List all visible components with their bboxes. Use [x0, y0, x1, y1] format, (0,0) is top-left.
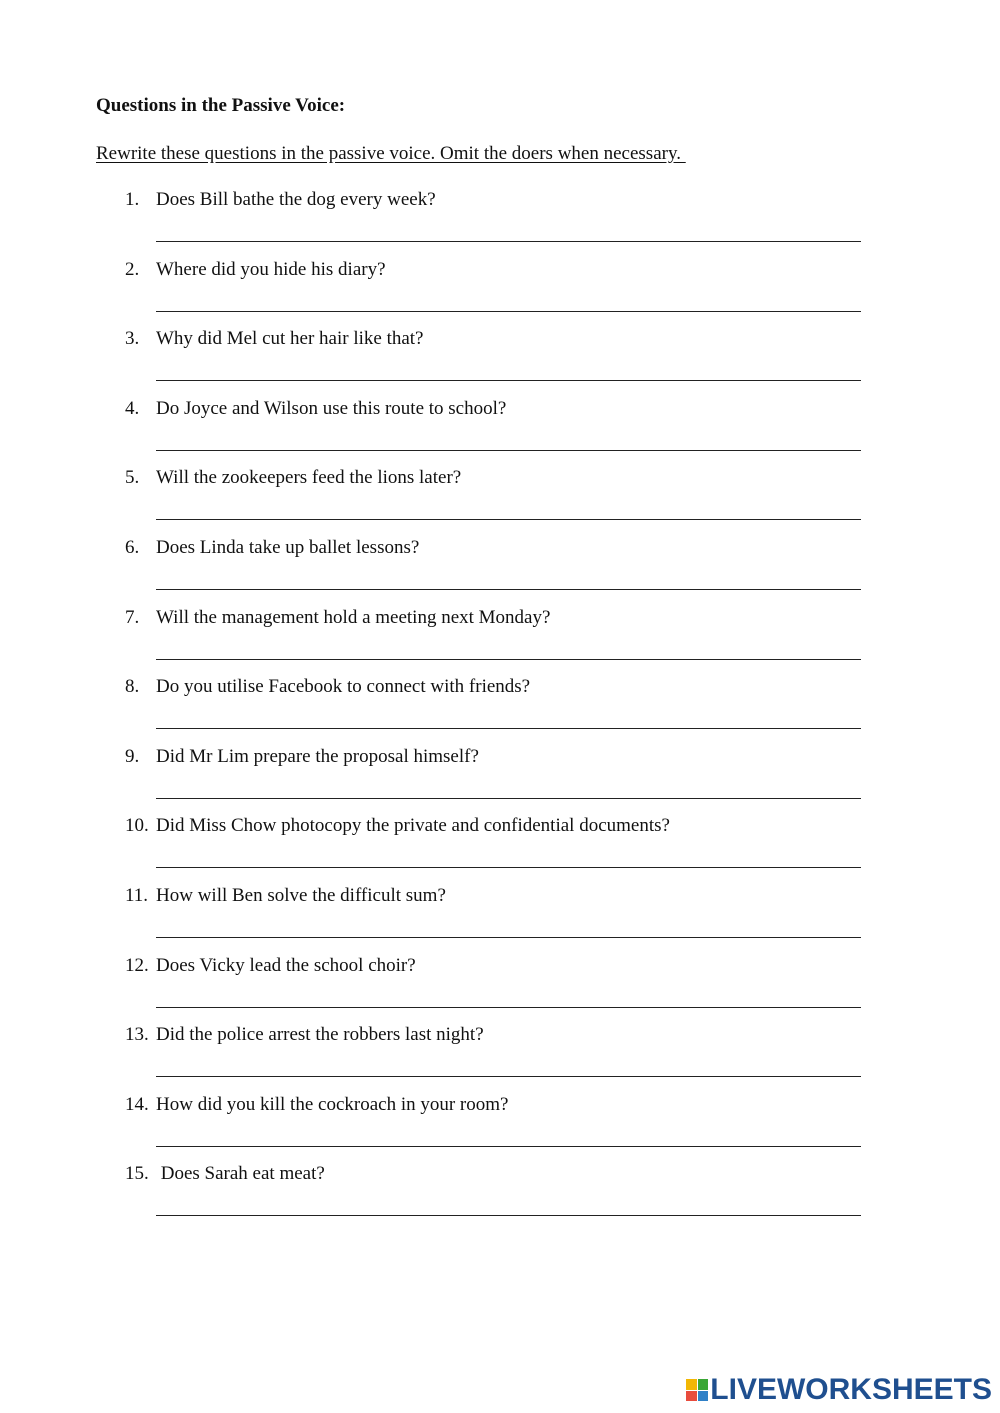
question-item [0, 397, 1000, 467]
question-number: 6. [125, 536, 140, 558]
question-text: How will Ben solve the difficult sum? [156, 884, 446, 906]
question-text: Did Mr Lim prepare the proposal himself? [156, 745, 479, 767]
question-item [0, 606, 1000, 676]
liveworksheets-logo-icon [686, 1379, 708, 1401]
question-list [0, 188, 1000, 1232]
question-item [0, 814, 1000, 884]
question-text: Do you utilise Facebook to connect with friends? [156, 676, 531, 698]
worksheet-instruction: Rewrite these questions in the passive voice. Omit the doers when necessary. [96, 143, 686, 164]
question-text: Will the management hold a meeting next Monday? [156, 606, 551, 628]
answer-line[interactable] [156, 311, 861, 312]
logo-square [698, 1391, 709, 1402]
question-number: 10. [125, 815, 149, 837]
question-item [0, 1093, 1000, 1163]
liveworksheets-brand[interactable] [686, 1375, 992, 1405]
answer-line[interactable] [156, 659, 861, 660]
question-text: Does Vicky lead the school choir? [156, 954, 416, 976]
answer-line[interactable] [156, 728, 861, 729]
question-item [0, 466, 1000, 536]
question-text: Does Sarah eat meat? [156, 1163, 325, 1185]
question-item [0, 675, 1000, 745]
question-number: 7. [125, 606, 140, 628]
question-text: Why did Mel cut her hair like that? [156, 328, 424, 350]
answer-line[interactable] [156, 867, 861, 868]
question-item [0, 884, 1000, 954]
logo-square [698, 1379, 709, 1390]
answer-line[interactable] [156, 241, 861, 242]
question-number: 1. [125, 189, 140, 210]
brand-name: LIVEWORKSHEETS [710, 1373, 992, 1406]
question-text: Do Joyce and Wilson use this route to school? [156, 397, 507, 419]
answer-line[interactable] [156, 450, 861, 451]
answer-line[interactable] [156, 519, 861, 520]
question-number: 14. [125, 1093, 149, 1115]
question-number: 5. [125, 467, 140, 489]
question-number: 12. [125, 954, 149, 976]
question-item [0, 536, 1000, 606]
question-item [0, 954, 1000, 1024]
answer-line[interactable] [156, 380, 861, 381]
question-text: How did you kill the cockroach in your room? [156, 1093, 509, 1115]
question-number: 3. [125, 328, 140, 350]
answer-line[interactable] [156, 798, 861, 799]
answer-line[interactable] [156, 1007, 861, 1008]
worksheet-title: Questions in the Passive Voice: [96, 95, 346, 116]
question-text: Does Bill bathe the dog every week? [156, 189, 436, 210]
answer-line[interactable] [156, 589, 861, 590]
logo-square [686, 1379, 697, 1390]
answer-line[interactable] [156, 1146, 861, 1147]
question-text: Did the police arrest the robbers last night? [156, 1024, 484, 1046]
question-text: Did Miss Chow photocopy the private and confidential documents? [156, 815, 670, 837]
question-text: Does Linda take up ballet lessons? [156, 536, 420, 558]
question-number: 15. [125, 1163, 149, 1185]
answer-line[interactable] [156, 937, 861, 938]
question-number: 11. [125, 884, 149, 906]
question-number: 8. [125, 676, 140, 698]
question-item [0, 258, 1000, 328]
question-text: Will the zookeepers feed the lions later? [156, 467, 462, 489]
question-item [0, 745, 1000, 815]
question-text: Where did you hide his diary? [156, 258, 386, 280]
logo-square [686, 1391, 697, 1402]
question-item [0, 1162, 1000, 1232]
question-number: 13. [125, 1024, 149, 1046]
answer-line[interactable] [156, 1076, 861, 1077]
question-item [0, 188, 1000, 258]
answer-line[interactable] [156, 1215, 861, 1216]
question-item [0, 1023, 1000, 1093]
question-number: 9. [125, 745, 140, 767]
question-number: 2. [125, 258, 140, 280]
question-number: 4. [125, 397, 140, 419]
question-item [0, 327, 1000, 397]
